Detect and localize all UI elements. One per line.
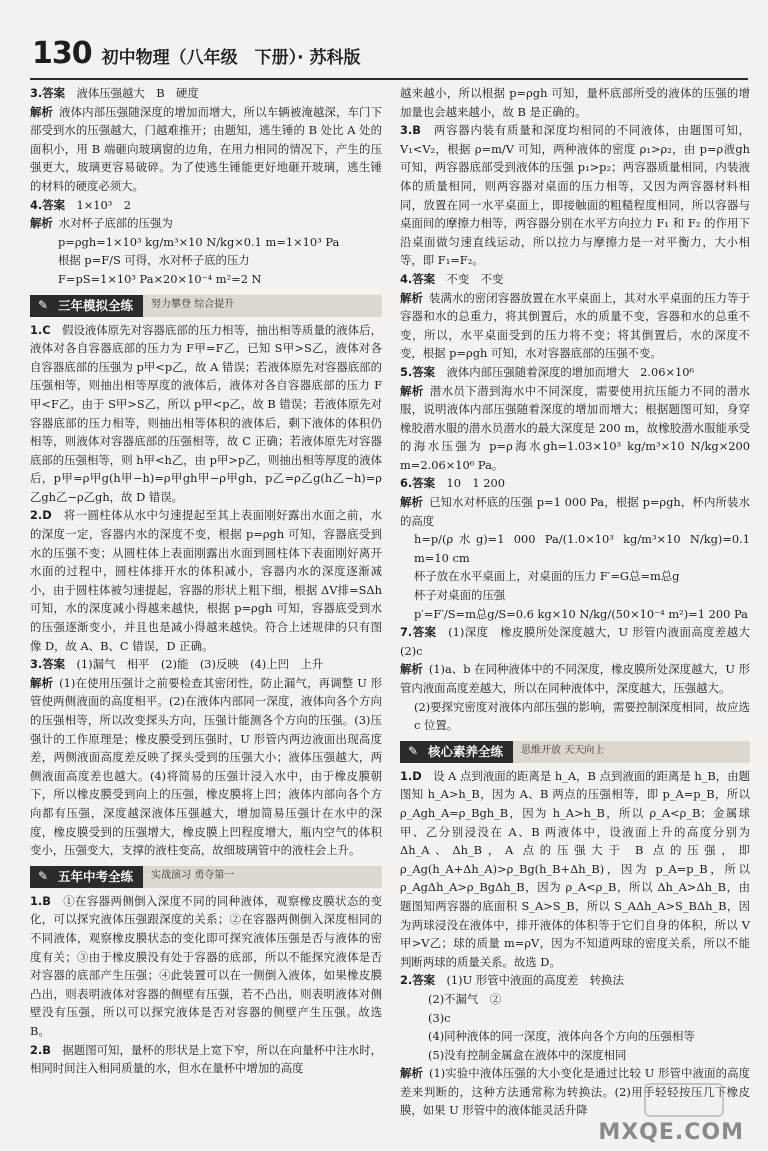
formula-line: 杯子放在水平桌面上，对桌面的压力 F′=G总=m总g [414,569,680,584]
watermark: MXQE.COM [598,1120,744,1145]
solution-z3: 3.B 两容器内装有质量和深度均相同的不同液体，由题图可知，V₁<V₂，根据 ρ=m/V 可知，两种液体的密度 ρ₁>ρ₂，由 p=ρ液gh 可知，两容器底部受到液体的压强 p₁>p₂；两容器质量相同，内装液体的质量相同，则两容器对桌面的压力相等，又因为两容器材料相同，放置在同一水平桌面上，即接触面的粗糙程度相同，所以容器与桌面间的摩擦力相等，两容器分别在水平方向拉力 F₁ 和 F₂ 的作用下沿桌面做匀速直线运动，所以拉力与摩擦力是一对平衡力，大小相等，即 F₁=F₂。 [400,123,750,268]
answer-h2: 2.答案 (1)U 形管中液面的高度差 转换法 [400,973,624,988]
formula-line: p′=F′/S=m总g/S=0.6 kg×10 N/kg/(50×10⁻⁴ m²)=1 200 Pa [414,606,748,621]
section-banner-three-year: ✎ 三年模拟全练 努力攀登 综合提升 [30,295,382,317]
answer-3b: 3.答案 (1)漏气 相平 (2)能 (3)反映 (4)上凹 上升 [30,657,324,672]
solution-1: 1.C 假设液体原先对容器底部的压力相等，抽出相等质量的液体后，液体对各自容器底部的压力为 F甲=F乙，已知 S甲>S乙，液体对各自容器底部的压强为 p甲<p乙，故 A 错误；若液体原先对容器底部的压强相等，则抽出相等厚度的液体后，液体对各自容器底部的压力 F甲<F乙，由于 S甲>S乙，所以 p甲<p乙，故 B 错误；若液体原先对容器底部的压力相等，则抽出相等体积的液体后，剩下液体的体积仍相等，则液体对容器底部的压强相等，故 C 正确；若液体原先对容器底部的压强相等，则 h甲<h乙，由 p甲>p乙，则抽出相等厚度的液体后，p甲=ρ甲g(h甲−h)=ρ甲gh甲−ρ甲gh，p乙=ρ乙g(h乙−h)=ρ乙gh乙−ρ乙gh，故 D 错误。 [30,322,382,504]
book-title: 初中物理（八年级 下册）· 苏科版 [101,48,361,68]
answer-4: 4.答案 1×10³ 2 [30,197,131,212]
formula-line: p=ρgh=1×10³ kg/m³×10 N/kg×0.1 m=1×10³ Pa [58,234,340,249]
answer-3: 3.答案 液体压强越大 B 硬度 [30,86,199,100]
answer-line: (2)不漏气 ② [428,991,502,1006]
analysis-z7: 解析 (1)a、b 在同种液体中的不同深度，橡皮膜所处深度越大，U 形管内液面高度差越大，所以在同种液体中，深度越大，压强越大。 [400,662,750,695]
page-number: 130 [32,36,92,71]
solution-z2: 2.B 据题图可知，量杯的形状是上宽下窄，所以在向量杯中注水时，相同时间注入相同质量的水，但水在量杯中增加的高度 [30,1042,382,1076]
watermark-stamp [644,1083,724,1117]
formula-line: F=pS=1×10³ Pa×20×10⁻⁴ m²=2 N [58,271,262,286]
header-divider [30,78,748,80]
answer-line: (5)没有控制金属盒在液体中的深度相同 [428,1047,627,1062]
section-banner-five-year: ✎ 五年中考全练 实战演习 勇夺第一 [30,866,382,888]
formula-line: 杯子对桌面的压强 [414,588,506,603]
section-banner-core: ✎ 核心素养全练 思维开放 天天向上 [400,741,750,763]
analysis-3: 解析 液体内部压强随深度的增加而增大，所以车辆被淹越深，车门下部受到水的压强越大，门越难推开；由题知，逃生锤的 B 处比 A 处的面积小，用 B 端砸向玻璃窗的边角，在用力相同的情况下，产生的压强更大，玻璃更容易破碎。为了使逃生锤能更好地砸开玻璃，逃生锤的材料的硬度必须大。 [30,104,382,193]
formula-line: 根据 p=F/S 可得，水对杯子底的压力 [58,253,250,268]
pen-icon: ✎ [400,741,426,763]
formula-line: h=p/(ρ水g)=1 000 Pa/(1.0×10³ kg/m³×10 N/kg)=0.1 m=10 cm [414,532,750,565]
solution-z2-continued: 越来越小，所以根据 p=ρgh 可知，量杯底部所受的液体的压强的增加量也会越来越小，故 B 是正确的。 [400,86,750,119]
answer-z7: 7.答案 (1)深度 橡皮膜所处深度越大，U 形管内液面高度差越大 (2)c [400,625,762,658]
analysis-z4: 解析 装满水的密闭容器放置在水平桌面上，其对水平桌面的压力等于容器和水的总重力，将其倒置后，水的质量不变，容器和水的总重不变，所以，水平桌面受到的压力将不变；将其倒置后，水的深度不变，根据 p=ρgh 可知，水对容器底部的压强不变。 [400,290,750,361]
solution-2: 2.D 将一圆柱体从水中匀速提起至其上表面刚好露出水面之前，水的深度一定，容器内水的深度不变，根据 p=ρgh 可知，容器底受到水的压强不变；从圆柱体上表面刚露出水面到圆柱体下表面刚好离开水面的过程中，圆柱体排开水的体积减小，容器内水的深度逐渐减小，由于圆柱体被匀速提起，容器的形状上粗下细，根据 ΔV排=SΔh 可知，水的深度减小得越来越快，根据 p=ρgh 可知，容器底受到水的压强逐渐变小，并且也是减小得越来越快。符合上述规律的只有图像 D，故 A、B、C 错误，D 正确。 [30,508,382,653]
pen-icon: ✎ [30,295,56,317]
solution-z1: 1.B ①在容器两侧倒入深度不同的同种液体，观察橡皮膜状态的变化，可以探究液体压强跟深度的关系；②在容器两侧倒入深度相同的不同液体，观察橡皮膜状态的变化即可探究液体压强是否与液体的密度有关；③由于橡皮膜没有处于容器的底部，所以不能探究液体是否对容器的底部产生压强；④此装置可以在一侧倒入液体，如果橡皮膜凸出，则表明液体对容器的侧壁有压强，若不凸出，则表明液体对侧壁没有压强，所以可以探究液体是否对容器的侧壁产生压强。故选 B。 [30,893,382,1038]
answer-z4: 4.答案 不变 不变 [400,271,504,286]
answer-z6: 6.答案 10 1 200 [400,476,505,491]
right-column [400,84,762,1120]
solution-h1: 1.D 设 A 点到液面的距离是 h_A，B 点到液面的距离是 h_B，由题图知 h_A>h_B，因为 A、B 两点的压强相等，即 p_A=p_B，所以 ρ_Agh_A=ρ_Bgh_B，因为 h_A>h_B，所以 ρ_A<ρ_B；金属球甲、乙分别浸没在 A、B 两液体中，设液面上升的高度分别为 Δh_A、Δh_B，A 点的压强大于 B 点的压强，即 ρ_Ag(h_A+Δh_A)>ρ_Bg(h_B+Δh_B)，因为 p_A=p_B，所以 ρ_AgΔh_A>ρ_BgΔh_B，因为 ρ_A<ρ_B，所以 Δh_A>Δh_B，由题图知两容器的底面积 S_A>S_B，所以 S_AΔh_A>S_BΔh_B，因为两球浸没在液体中，排开液体的体积等于它们自身的体积，所以 V甲>V乙；球的质量 m=ρV，因为不知道两球的密度关系，所以不能判断两球的质量关系。故选 D。 [400,768,750,969]
answer-z5: 5.答案 液体内部压强随着深度的增加而增大 2.06×10⁶ [400,364,695,379]
answer-line: (3)c [428,1010,451,1025]
analysis-h2: 解析 (1)实验中液体压强的大小变化是通过比较 U 形管中液面的高度差来判断的，这种方法通常称为转换法。(2)用手轻轻按压几下橡皮膜，如果 U 形管中的液体能灵活升降 [400,1066,750,1118]
analysis-3b: 解析 (1)在使用压强计之前要检查其密闭性，防止漏气，再调整 U 形管使两侧液面的高度相平。(2)在液体内部同一深度，液体向各个方向的压强相等，所以改变探头方向，压强计能测各个方向的压强。(3)压强计的工作原理是；橡皮膜受到压强时，U 形管内两边液面出现高度差，两侧液面高度差反映了探头受到的压强大小；液体压强越大，两侧液面高度差也越大。(4)将简易的压强计浸入水中，由于橡皮膜朝下，所以橡皮膜受到向上的压强，橡皮膜将上凹；液体内部向各个方向都有压强，深度越深液体压强越大，增加简易压强计在水中的深度，橡皮膜受到的压强增大，橡皮膜上凹程度增大，瓶内空气的体积变小，压强变大，支撑的液柱变高，故细玻璃管中的液柱会上升。 [30,675,382,858]
page-header [32,36,361,76]
pen-icon: ✎ [30,866,56,888]
analysis-4: 解析 水对杯子底部的压强为 [30,216,173,231]
analysis-z7-part2: (2)要探究密度对液体内部压强的影响，需要控制深度相同，故应选 c 位置。 [414,699,750,733]
left-column [30,84,382,1078]
answer-line: (4)同种液体的同一深度，液体向各个方向的压强相等 [428,1029,695,1044]
analysis-z5: 解析 潜水员下潜到海水中不同深度，需要使用抗压能力不同的潜水服，说明液体内部压强随着深度的增加而增大；根据题图可知，身穿橡胶潜水服的潜水员潜水的最大深度是 200 m，故橡胶潜水服能承受的海水压强为 p=ρ海水gh=1.03×10³ kg/m³×10 N/kg×200 m=2.06×10⁶ Pa。 [400,383,750,472]
analysis-z6: 解析 已知水对杯底的压强 p=1 000 Pa，根据 p=ρgh，杯内所装水的高度 [400,495,750,528]
